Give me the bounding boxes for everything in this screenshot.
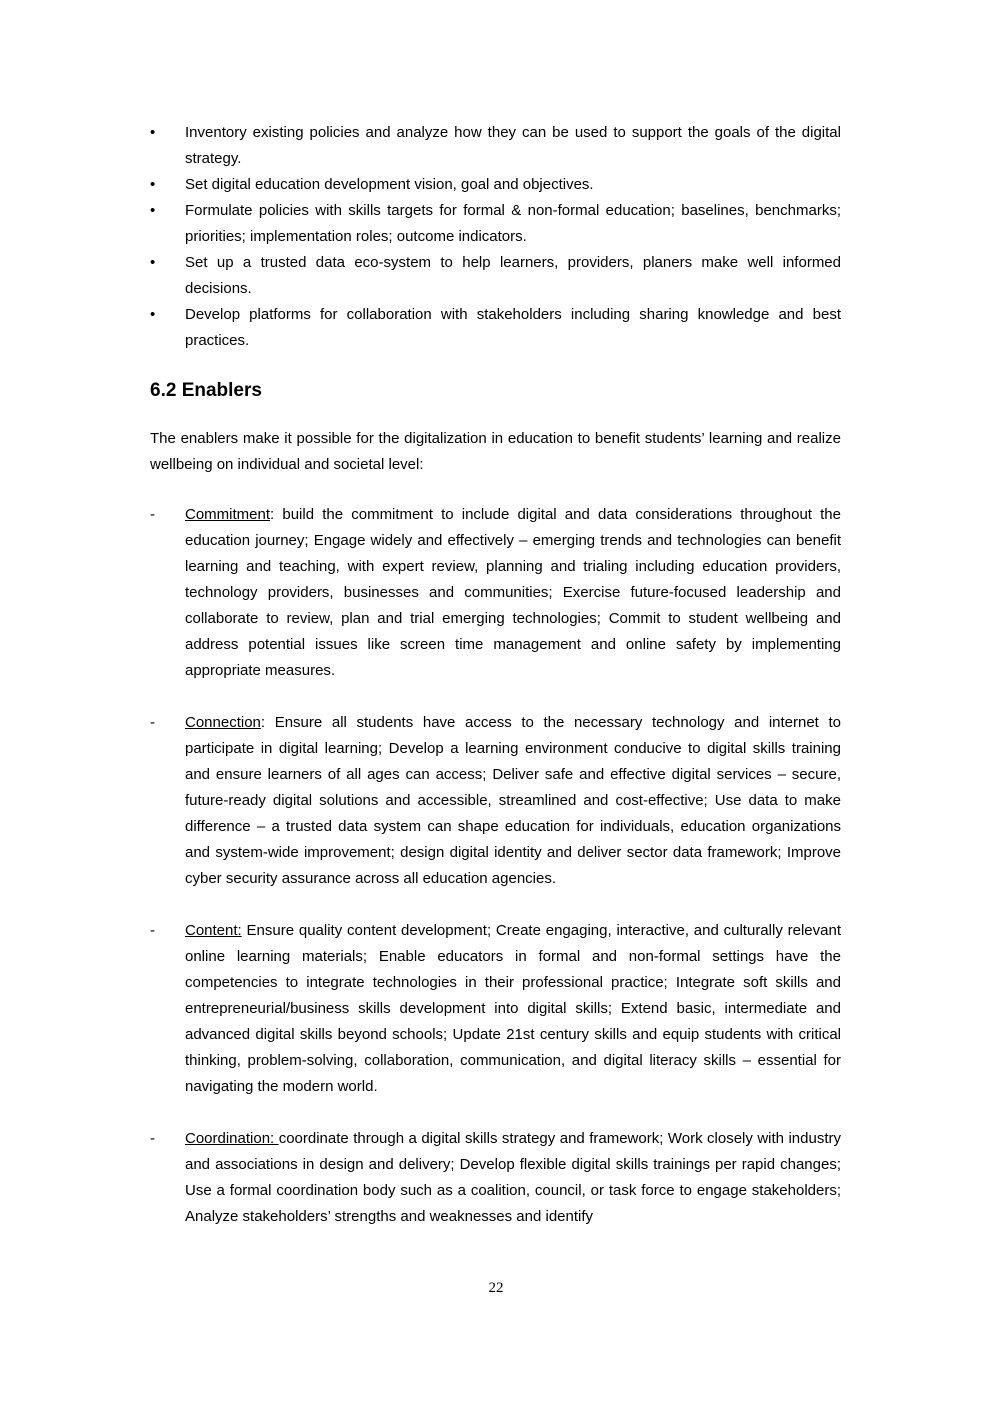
- enabler-text: Ensure all students have access to the necessary technology and internet to participate in digital learning; Develop a learning environment conducive to digital skills training and ensure learners of all ages can access; Deliver safe and effective digital services – secure, future-ready digital solutions and accessible, streamlined and cost-effective; Use data to make difference – a trusted data system can shape education for individuals, education organizations and system-wide improvement; design digital identity and deliver sector data framework; Improve cyber security assurance across all education agencies.: [185, 714, 841, 887]
- enabler-term: Connection: [185, 714, 261, 731]
- section-intro: The enablers make it possible for the digitalization in education to benefit students’ learning and realize wellbeing on individual and societal level:: [150, 430, 841, 473]
- list-item-text: Develop platforms for collaboration with stakeholders including sharing knowledge and best practices.: [185, 306, 841, 349]
- enablers-list: [150, 502, 841, 1230]
- bullet-icon: •: [150, 254, 156, 271]
- list-item: [150, 172, 841, 198]
- page-number: 22: [488, 1280, 504, 1296]
- enabler-text: build the commitment to include digital and data considerations throughout the education journey; Engage widely and effectively – emerging trends and technologies can benefit learning and teaching, with expert review, planning and trialing including education providers, technology providers, businesses and communities; Exercise future-focused leadership and collaborate to review, plan and trial emerging technologies; Commit to student wellbeing and address potential issues like screen time management and online safety by implementing appropriate measures.: [185, 506, 841, 679]
- list-item-text: Inventory existing policies and analyze how they can be used to support the goals of the digital strategy.: [185, 124, 841, 167]
- dash-marker: -: [150, 506, 155, 523]
- section-heading: 6.2 Enablers: [150, 380, 262, 401]
- enabler-term: Coordination:: [185, 1130, 279, 1147]
- enabler-text: coordinate through a digital skills strategy and framework; Work closely with industry and associations in design and delivery; Develop flexible digital skills trainings per rapid changes; Use a formal coordination body such as a coalition, council, or task force to engage stakeholders; Analyze stakeholders’ strengths and weaknesses and identify: [185, 1130, 841, 1225]
- list-item-text: Set digital education development vision, goal and objectives.: [185, 176, 594, 193]
- enabler-text: Ensure quality content development; Create engaging, interactive, and culturally relevant online learning materials; Enable educators in formal and non-formal settings have the competencies to integrate technologies in their professional practice; Integrate soft skills and entrepreneurial/business skills development into digital skills; Extend basic, intermediate and advanced digital skills beyond schools; Update 21st century skills and equip students with critical thinking, problem-solving, collaboration, communication, and digital literacy skills – essential for navigating the modern world.: [185, 922, 841, 1095]
- enabler-term: Commitment: [185, 506, 271, 523]
- bullet-icon: •: [150, 176, 156, 193]
- bullet-icon: •: [150, 124, 156, 141]
- page-content: [150, 120, 841, 1256]
- bullet-icon: •: [150, 306, 156, 323]
- list-item: [150, 120, 841, 172]
- enabler-term: Content:: [185, 922, 242, 939]
- enabler-coordination: [150, 1126, 841, 1230]
- enabler-content: [150, 918, 841, 1100]
- enabler-separator: :: [260, 714, 266, 731]
- list-item: [150, 302, 841, 354]
- list-item-text: Set up a trusted data eco-system to help learners, providers, planers make well informed decisions.: [185, 254, 841, 297]
- list-item: [150, 198, 841, 250]
- dash-marker: -: [150, 1130, 155, 1147]
- enabler-separator: :: [270, 506, 275, 523]
- bullet-icon: •: [150, 202, 156, 219]
- objectives-list: [150, 120, 841, 354]
- enabler-commitment: [150, 502, 841, 684]
- dash-marker: -: [150, 922, 155, 939]
- list-item-text: Formulate policies with skills targets for formal & non-formal education; baselines, benchmarks; priorities; implementation roles; outcome indicators.: [185, 202, 841, 245]
- list-item: [150, 250, 841, 302]
- dash-marker: -: [150, 714, 155, 731]
- enabler-connection: [150, 710, 841, 892]
